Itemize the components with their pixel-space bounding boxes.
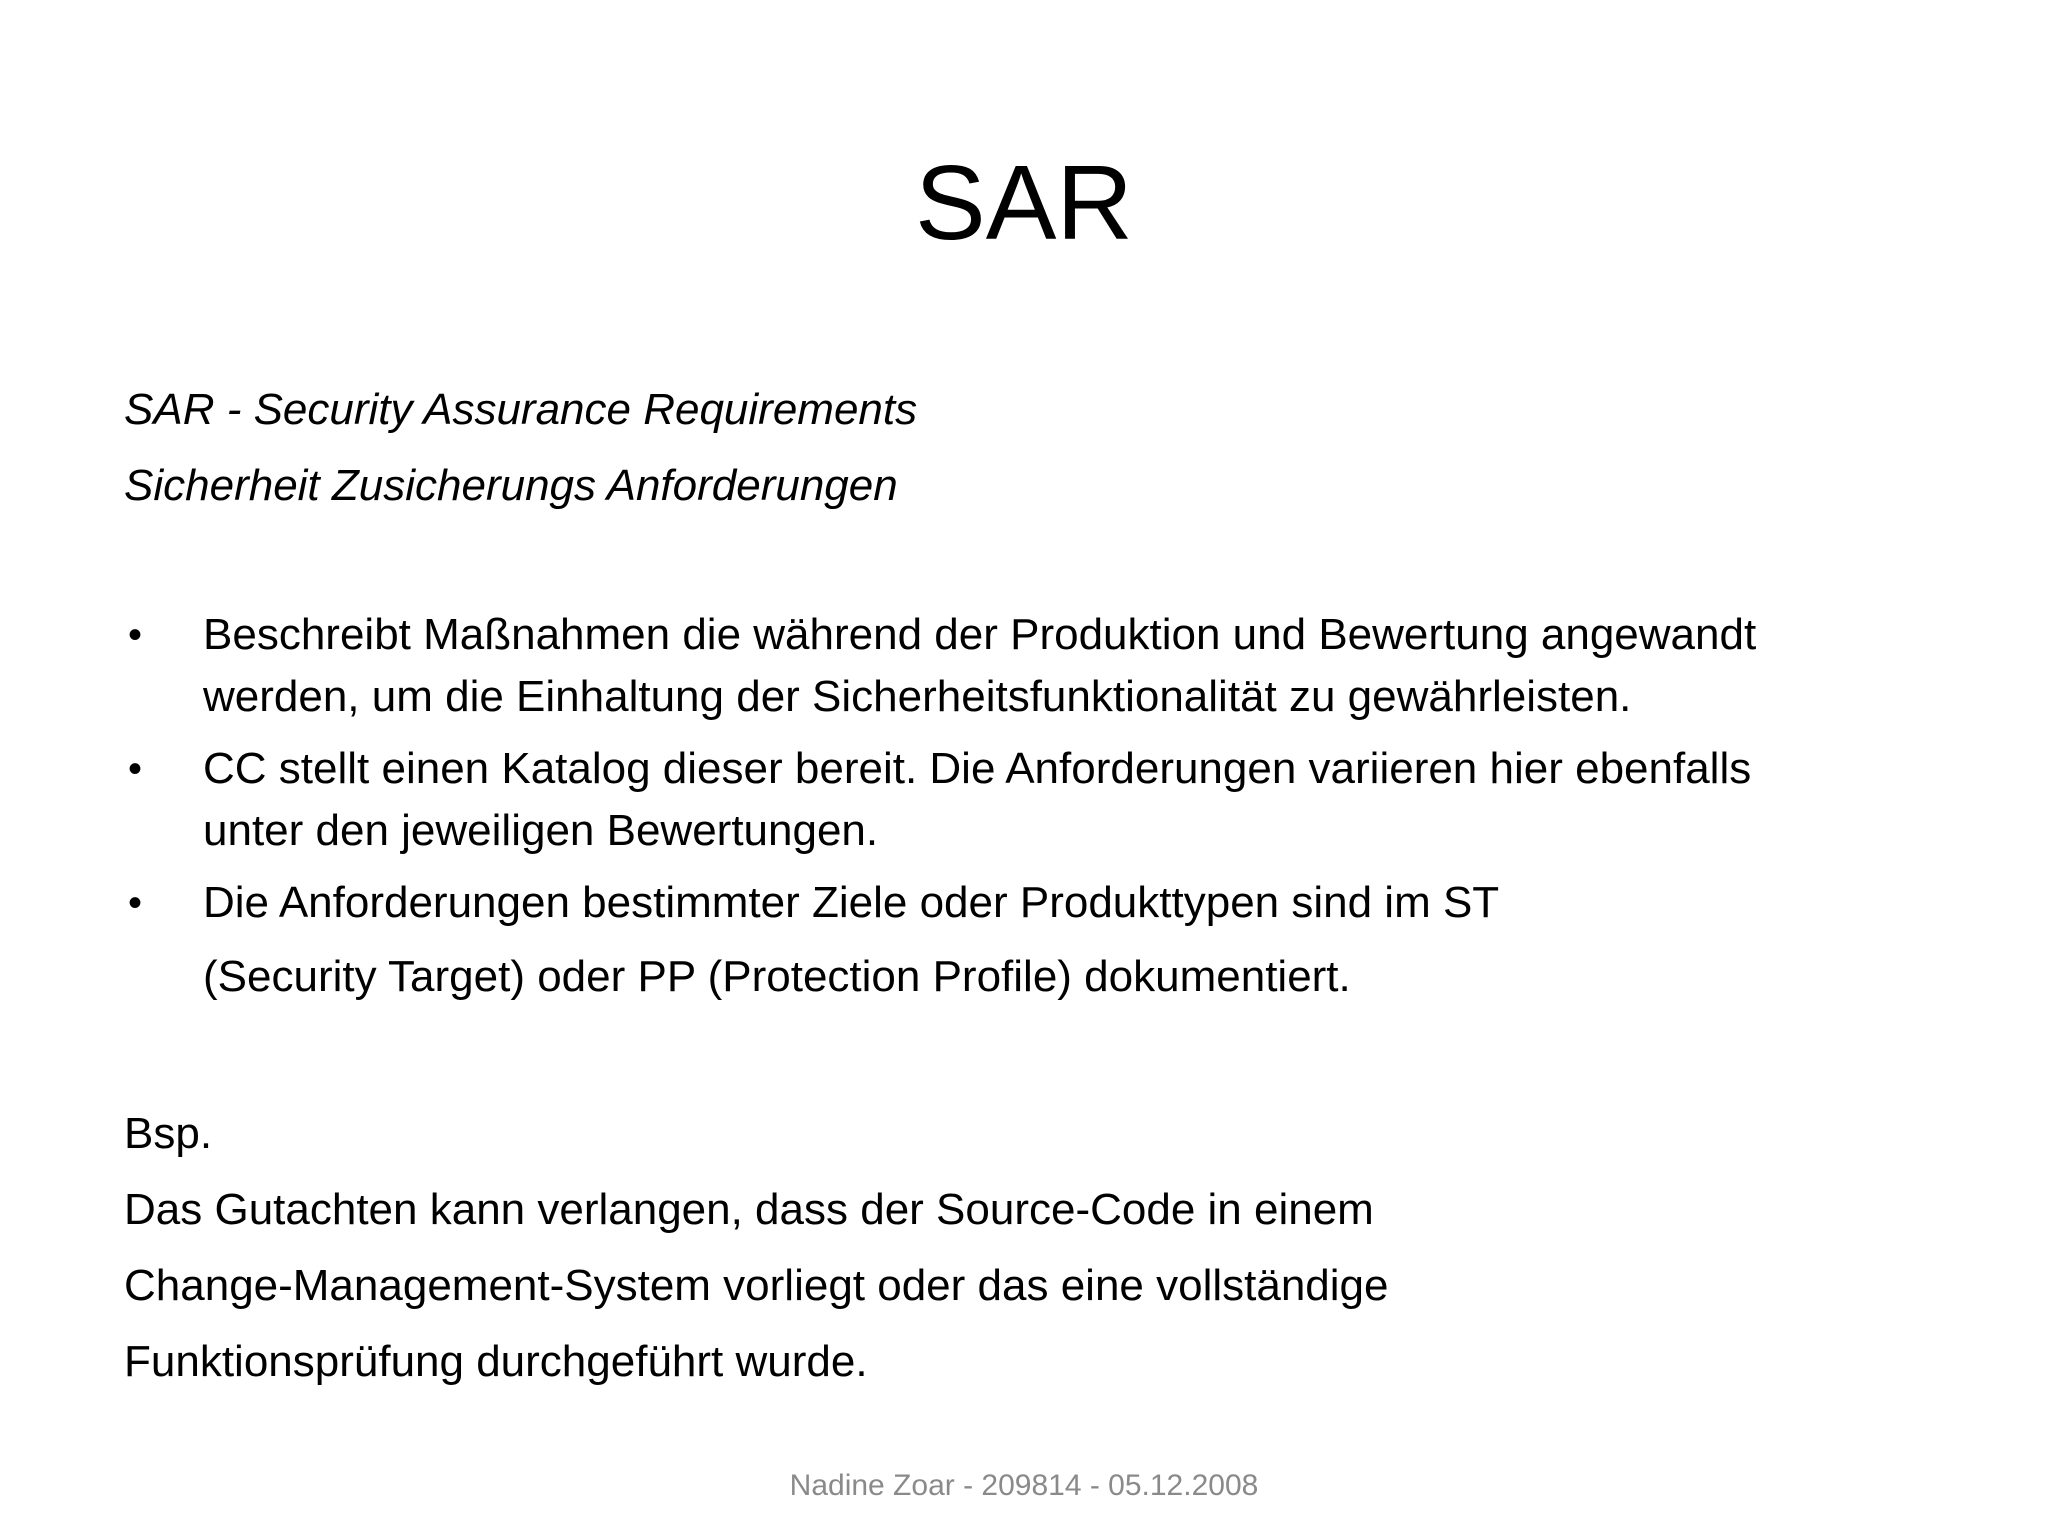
slide-title: SAR	[915, 144, 1133, 262]
example-heading: Bsp.	[124, 1109, 213, 1158]
subtitle-english: SAR - Security Assurance Requirements	[124, 385, 918, 434]
bullet-list	[124, 604, 1924, 1018]
example-text-line: Funktionsprüfung durchgeführt wurde.	[124, 1337, 868, 1386]
bullet-text-line: CC stellt einen Katalog dieser bereit. Die Anforderungen variieren hier ebenfalls	[203, 744, 1752, 793]
bullet-item	[124, 872, 1924, 1008]
bullet-text-line: werden, um die Einhaltung der Sicherheitsfunktionalität zu gewährleisten.	[203, 672, 1632, 721]
bullet-dot-icon: •	[128, 613, 143, 657]
bullet-dot-icon: •	[128, 881, 143, 925]
bullet-text-line: Die Anforderungen bestimmter Ziele oder Produkttypen sind im ST	[203, 878, 1500, 927]
bullet-text-line: unter den jeweiligen Bewertungen.	[203, 806, 879, 855]
bullet-text-line: Beschreibt Maßnahmen die während der Produktion und Bewertung angewandt	[203, 610, 1757, 659]
subtitle-german: Sicherheit Zusicherungs Anforderungen	[124, 461, 898, 510]
slide-footer: Nadine Zoar - 209814 - 05.12.2008	[789, 1469, 1259, 1502]
bullet-dot-icon: •	[128, 747, 143, 791]
bullet-item	[124, 604, 1924, 728]
bullet-item	[124, 738, 1924, 862]
example-text-line: Das Gutachten kann verlangen, dass der Source-Code in einem	[124, 1185, 1374, 1234]
example-text-line: Change-Management-System vorliegt oder das eine vollständige	[124, 1261, 1389, 1310]
bullet-text-line: (Security Target) oder PP (Protection Profile) dokumentiert.	[203, 952, 1351, 1001]
